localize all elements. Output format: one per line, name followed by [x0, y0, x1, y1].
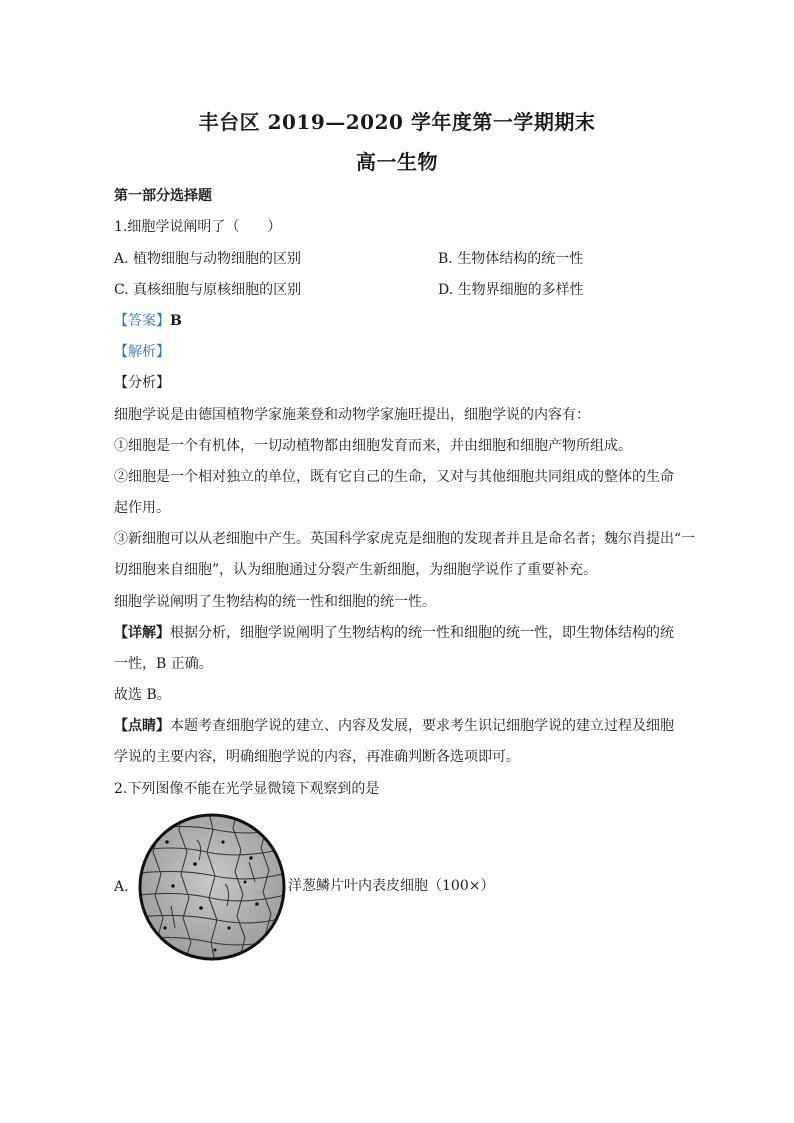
q1-option-d: D. 生物界细胞的多样性	[438, 282, 584, 298]
detail-text-a: 根据分析，细胞学说阐明了生物结构的统一性和细胞的统一性，即生物体结构的统	[170, 625, 674, 641]
analysis-tag: 【解析】	[114, 344, 170, 360]
paragraph-2: ①细胞是一个有机体，一切动植物都由细胞发育而来，并由细胞和细胞产物所组成。	[114, 438, 632, 454]
paragraph-1: 细胞学说是由德国植物学家施莱登和动物学家施旺提出，细胞学说的内容有：	[114, 407, 590, 423]
micrograph-svg	[137, 812, 287, 962]
q2-option-a-caption: 洋葱鳞片叶内表皮细胞（100×）	[288, 878, 495, 894]
point-line-2: 学说的主要内容，明确细胞学说的内容，再准确判断各选项即可。	[114, 749, 520, 765]
q1-option-a: A. 植物细胞与动物细胞的区别	[114, 251, 302, 267]
paragraph-4a: ③新细胞可以从老细胞中产生。英国科学家虎克是细胞的发现者并且是命名者；魏尔肖提出“一	[114, 531, 696, 547]
choose-line: 故选 B。	[114, 687, 171, 703]
document-subtitle: 高一生物	[356, 150, 438, 174]
q1-option-c: C. 真核细胞与原核细胞的区别	[114, 282, 302, 298]
detail-line-2: 一性，B 正确。	[114, 656, 213, 672]
section-heading: 第一部分选择题	[114, 188, 212, 204]
point-text-a: 本题考查细胞学说的建立、内容及发展，要求考生识记细胞学说的建立过程及细胞	[170, 718, 674, 734]
answer-tag: 【答案】	[114, 313, 170, 329]
q2-option-a-letter: A.	[114, 879, 129, 895]
paragraph-4b: 切细胞来自细胞”，认为细胞通过分裂产生新细胞，为细胞学说作了重要补充。	[114, 562, 598, 578]
answer-line	[114, 311, 686, 331]
onion-cell-micrograph	[137, 812, 287, 962]
paragraph-3a: ②细胞是一个相对独立的单位，既有它自己的生命，又对与其他细胞共同组成的整体的生命	[114, 469, 674, 485]
point-line-1	[114, 716, 686, 736]
paragraph-3b: 起作用。	[114, 500, 170, 516]
paragraph-5: 细胞学说阐明了生物结构的统一性和细胞的统一性。	[114, 594, 436, 610]
detail-line-1	[114, 623, 686, 643]
point-tag: 【点睛】	[114, 718, 170, 734]
answer-value: B	[170, 313, 182, 329]
detail-tag: 【详解】	[114, 625, 170, 641]
q1-option-b: B. 生物体结构的统一性	[438, 251, 584, 267]
question-2-stem: 2.下列图像不能在光学显微镜下观察到的是	[114, 781, 380, 797]
question-1-stem: 1.细胞学说阐明了（ ）	[114, 219, 282, 235]
document-title: 丰台区 2019—2020 学年度第一学期期末	[198, 110, 596, 134]
fenxi-tag: 【分析】	[114, 375, 170, 391]
